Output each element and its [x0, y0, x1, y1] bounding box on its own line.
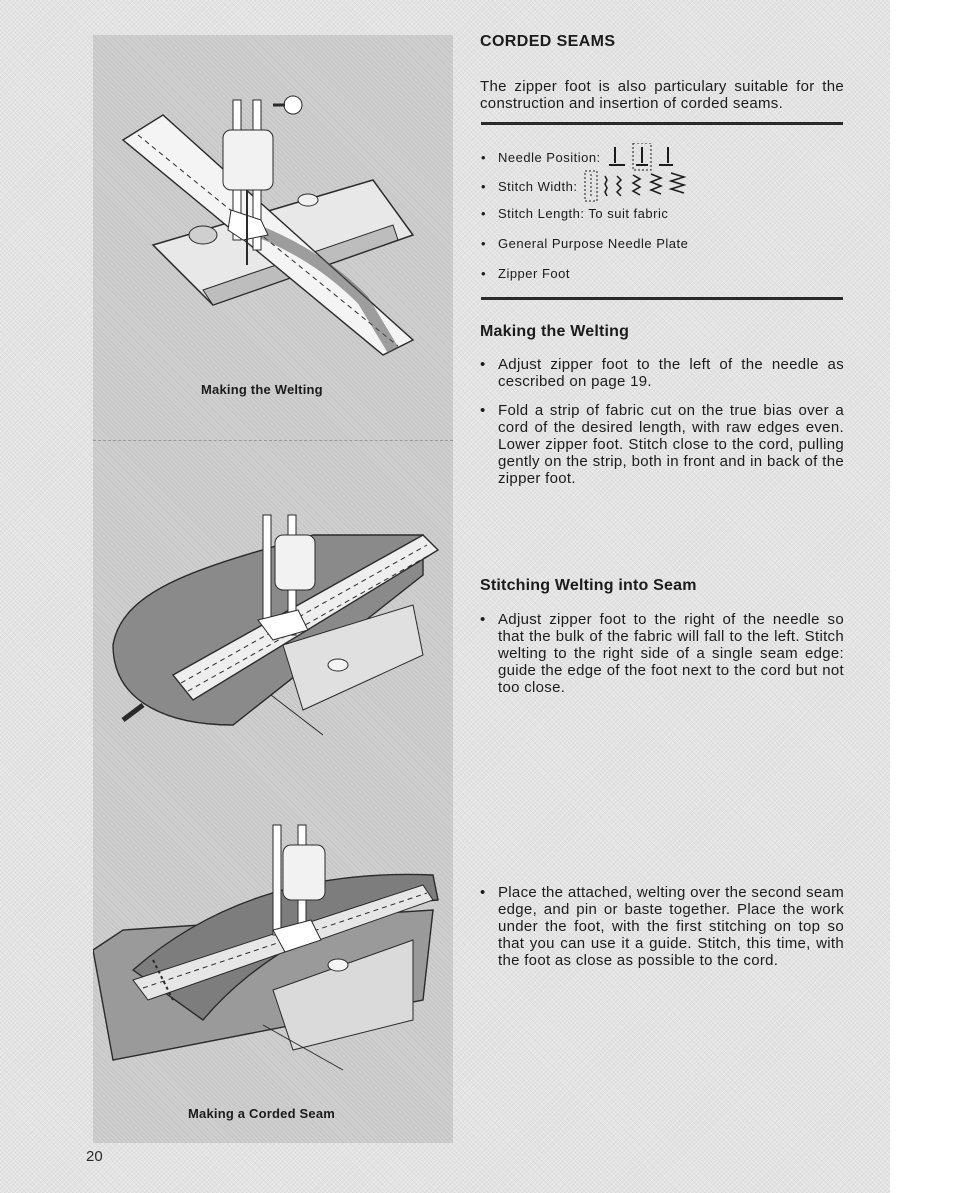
heading-stitching-welting: Stitching Welting into Seam: [480, 577, 697, 594]
spec-label: Stitch Length: To suit fabric: [498, 206, 669, 221]
bullet-welting-1: [480, 356, 844, 390]
bottom-rule: [481, 297, 843, 300]
bullet-icon: •: [481, 178, 487, 194]
bullet-stitching-1: [480, 611, 844, 696]
spec-label: General Purpose Needle Plate: [498, 236, 689, 251]
heading-making-welting: Making the Welting: [480, 323, 630, 340]
spec-label: Needle Position:: [498, 149, 601, 165]
bullet-icon: •: [480, 402, 486, 419]
bullet-text: Fold a strip of fabric cut on the true bias over a cord of the desired length, with raw edges even. Lower zipper foot. Stitch close to the cord, pulling gently on the strip, both in front and in back of the zipper foot.: [498, 402, 844, 487]
panel-divider: [93, 440, 453, 441]
bullet-text: Place the attached, welting over the second seam edge, and pin or baste together. Place the work under the foot, with the first stitching on top so that you can use it a guide. Stitch, this time, with the foot as close as possible to the cord.: [498, 884, 844, 969]
spec-stitch-width: [481, 170, 693, 202]
caption-making-corded-seam: Making a Corded Seam: [188, 1106, 336, 1121]
spec-label: Zipper Foot: [498, 266, 570, 281]
bullet-icon: •: [480, 611, 486, 628]
caption-making-welting: Making the Welting: [201, 382, 323, 397]
page-title: CORDED SEAMS: [480, 33, 616, 50]
spec-needle-position: [481, 143, 677, 171]
bullet-text: Adjust zipper foot to the right of the needle so that the bulk of the fabric will fall to the left. Stitch welting to the right side of a single seam edge: guide the edge of the foot next to the cord but not too close.: [498, 611, 844, 696]
spec-label: Stitch Width:: [498, 178, 578, 194]
bullet-icon: •: [480, 356, 486, 373]
corded-seam-illustration: [93, 820, 453, 1100]
bullet-icon: •: [481, 266, 487, 281]
top-rule: [481, 122, 843, 125]
bullet-icon: •: [480, 884, 486, 901]
intro-paragraph: The zipper foot is also particulary suitable for the construction and insertion of corded seams.: [480, 78, 844, 112]
stitch-width-icon: [583, 170, 693, 202]
spec-zipper-foot: [481, 266, 570, 281]
bullet-welting-2: [480, 402, 844, 487]
welting-illustration: [93, 60, 453, 380]
needle-position-icon: [607, 143, 677, 171]
stitching-welting-illustration: [93, 495, 453, 755]
bullet-icon: •: [481, 149, 487, 165]
page-number: 20: [86, 1148, 103, 1165]
bullet-icon: •: [481, 236, 487, 251]
spec-stitch-length: [481, 206, 668, 221]
spec-needle-plate: [481, 236, 688, 251]
bullet-text: Adjust zipper foot to the left of the needle as cescribed on page 19.: [498, 356, 844, 390]
bullet-place-1: [480, 884, 844, 969]
bullet-icon: •: [481, 206, 487, 221]
